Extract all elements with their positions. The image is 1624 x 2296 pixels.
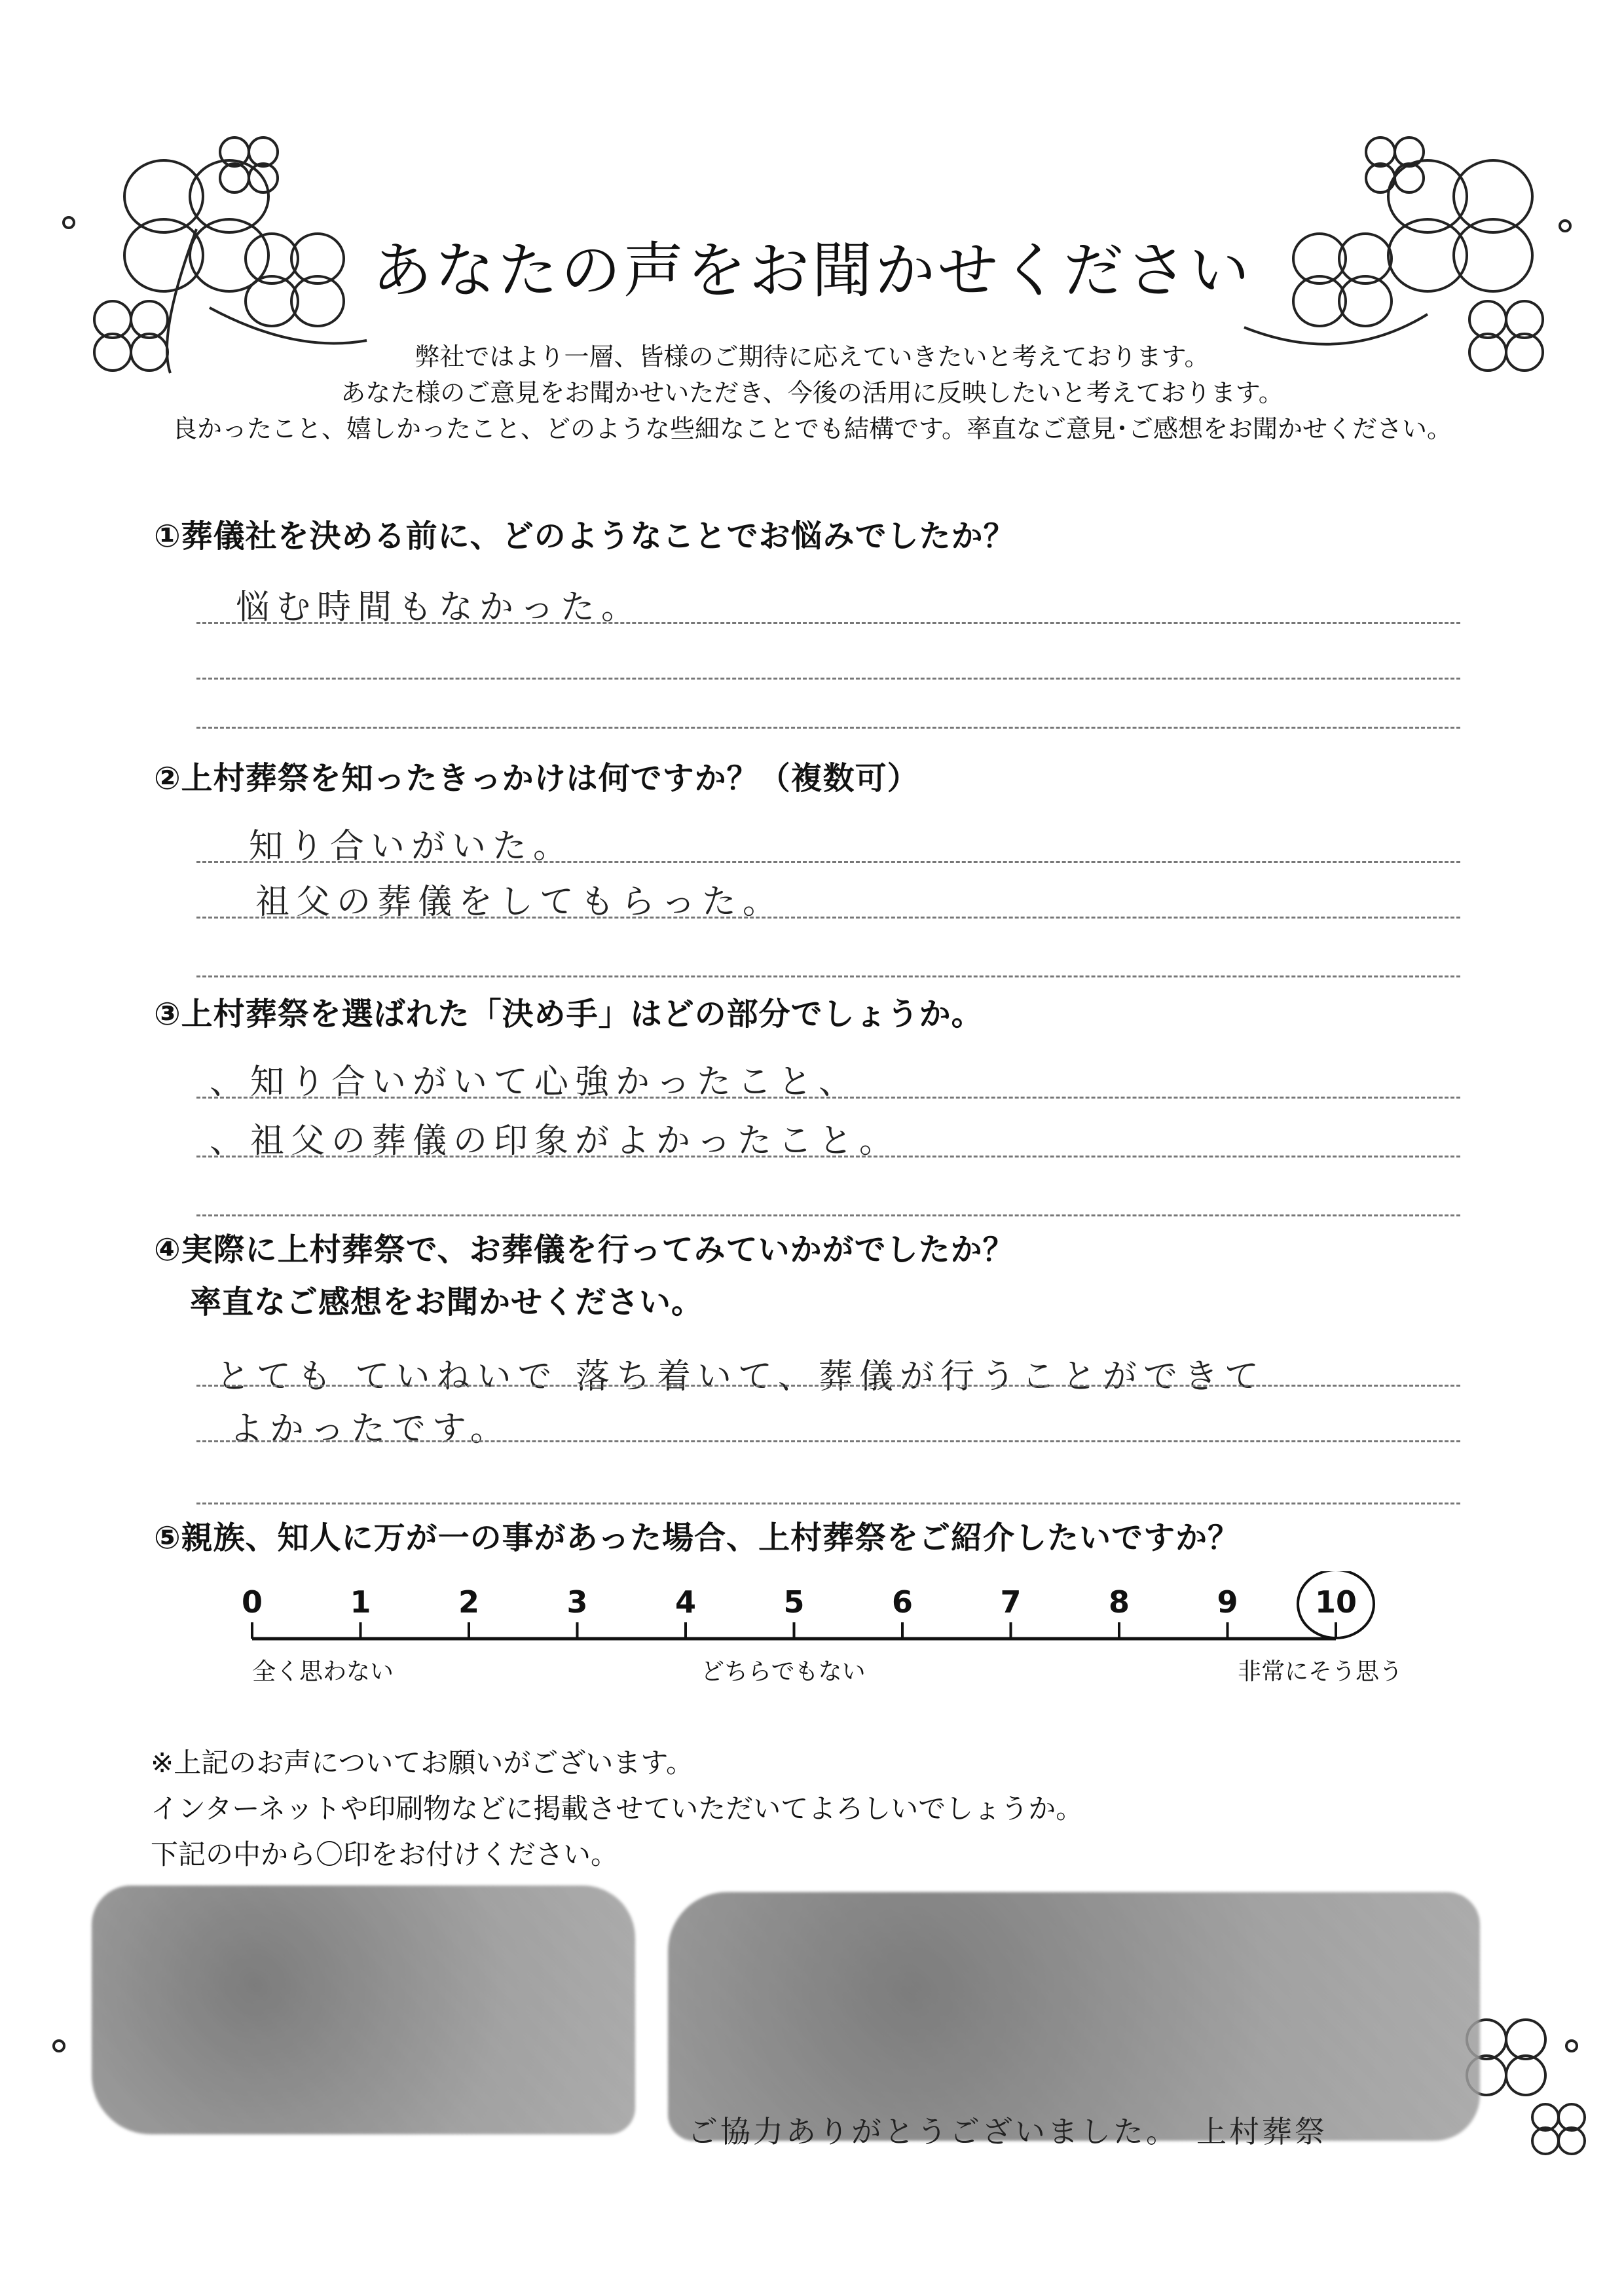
answer-rule	[196, 975, 1460, 977]
answer-rule	[196, 1156, 1460, 1157]
question-1: ①葬儀社を決める前に、どのようなことでお悩みでしたか？	[154, 518, 1016, 555]
clover-icon	[1532, 2104, 1585, 2154]
scale-option-1[interactable]: 1	[350, 1584, 371, 1620]
scale-label-high: 非常にそう思う	[1238, 1658, 1403, 1685]
scale-option-2[interactable]: 2	[458, 1584, 479, 1620]
question-4-line-2: 率直なご感想をお聞かせください。	[190, 1284, 704, 1321]
scale-option-6[interactable]: 6	[891, 1584, 913, 1620]
scale-option-0[interactable]: 0	[241, 1584, 263, 1620]
answer-rule	[196, 917, 1460, 919]
answer-rule	[196, 1503, 1460, 1504]
scale-option-3[interactable]: 3	[566, 1584, 588, 1620]
note-line-3: 下記の中から〇印をお付けください。	[151, 1838, 619, 1870]
scale-option-4[interactable]: 4	[674, 1584, 696, 1620]
answer-rule	[196, 727, 1460, 729]
scale-option-5[interactable]: 5	[783, 1584, 805, 1620]
answer-rule	[196, 1385, 1460, 1387]
question-4-line-1: ④実際に上村葬祭で、お葬儀を行ってみていかがでしたか？	[154, 1231, 1015, 1268]
redacted-area-right	[668, 1892, 1480, 2141]
answer-rule	[196, 622, 1460, 624]
answer-4-line-2[interactable]: よかったです。	[229, 1410, 511, 1449]
scale-option-7[interactable]: 7	[1000, 1584, 1022, 1620]
clover-icon	[1366, 137, 1424, 192]
answer-4-line-1[interactable]: とても ていねいで 落ち着いて、葬儀が行うことができて	[216, 1357, 1266, 1396]
answer-3-line-1[interactable]: 、知り合いがいて心強かったこと、	[210, 1063, 860, 1102]
scale-option-8[interactable]: 8	[1108, 1584, 1130, 1620]
scale-option-9[interactable]: 9	[1217, 1584, 1238, 1620]
scale-label-low: 全く思わない	[252, 1658, 394, 1685]
answer-1-line-1[interactable]: 悩む時間もなかった。	[236, 588, 642, 627]
intro-line-1: 弊社ではより一層、皆様のご期待に応えていきたいと考えております。	[415, 342, 1209, 371]
redacted-area-left	[92, 1886, 635, 2134]
note-line-1: ※上記のお声についてお願いがございます。	[151, 1747, 693, 1779]
intro-line-3: 良かったこと、嬉しかったこと、どのような些細なことでも結構です。率直なご意見･ご感想をお聞かせください。	[172, 414, 1452, 443]
answer-rule	[196, 678, 1460, 680]
question-3: ③上村葬祭を選ばれた「決め手」はどの部分でしょうか。	[154, 996, 984, 1032]
question-2: ②上村葬祭を知ったきっかけは何ですか？（複数可）	[154, 760, 919, 797]
question-5: ⑤親族、知人に万が一の事があった場合、上村葬祭をご紹介したいですか？	[154, 1520, 1240, 1556]
scale-option-10[interactable]: 10	[1314, 1584, 1357, 1620]
footer-thanks: ご協力ありがとうございました。 上村葬祭	[688, 2114, 1327, 2149]
answer-3-line-2[interactable]: 、祖父の葬儀の印象がよかったこと。	[210, 1121, 900, 1161]
answer-2-line-1[interactable]: 知り合いがいた。	[249, 827, 574, 866]
scale-label-mid: どちらでもない	[701, 1658, 866, 1685]
answer-rule	[196, 1097, 1460, 1099]
answer-2-line-2[interactable]: 祖父の葬儀をしてもらった。	[255, 883, 784, 922]
answer-rule	[196, 1214, 1460, 1216]
page-title: あなたの声をお聞かせください	[371, 236, 1252, 306]
note-line-2: インターネットや印刷物などに掲載させていただいてよろしいでしょうか。	[151, 1793, 1084, 1825]
answer-rule	[196, 861, 1460, 863]
intro-line-2: あなた様のご意見をお聞かせいただき、今後の活用に反映したいと考えております。	[341, 378, 1283, 407]
answer-rule	[196, 1440, 1460, 1442]
